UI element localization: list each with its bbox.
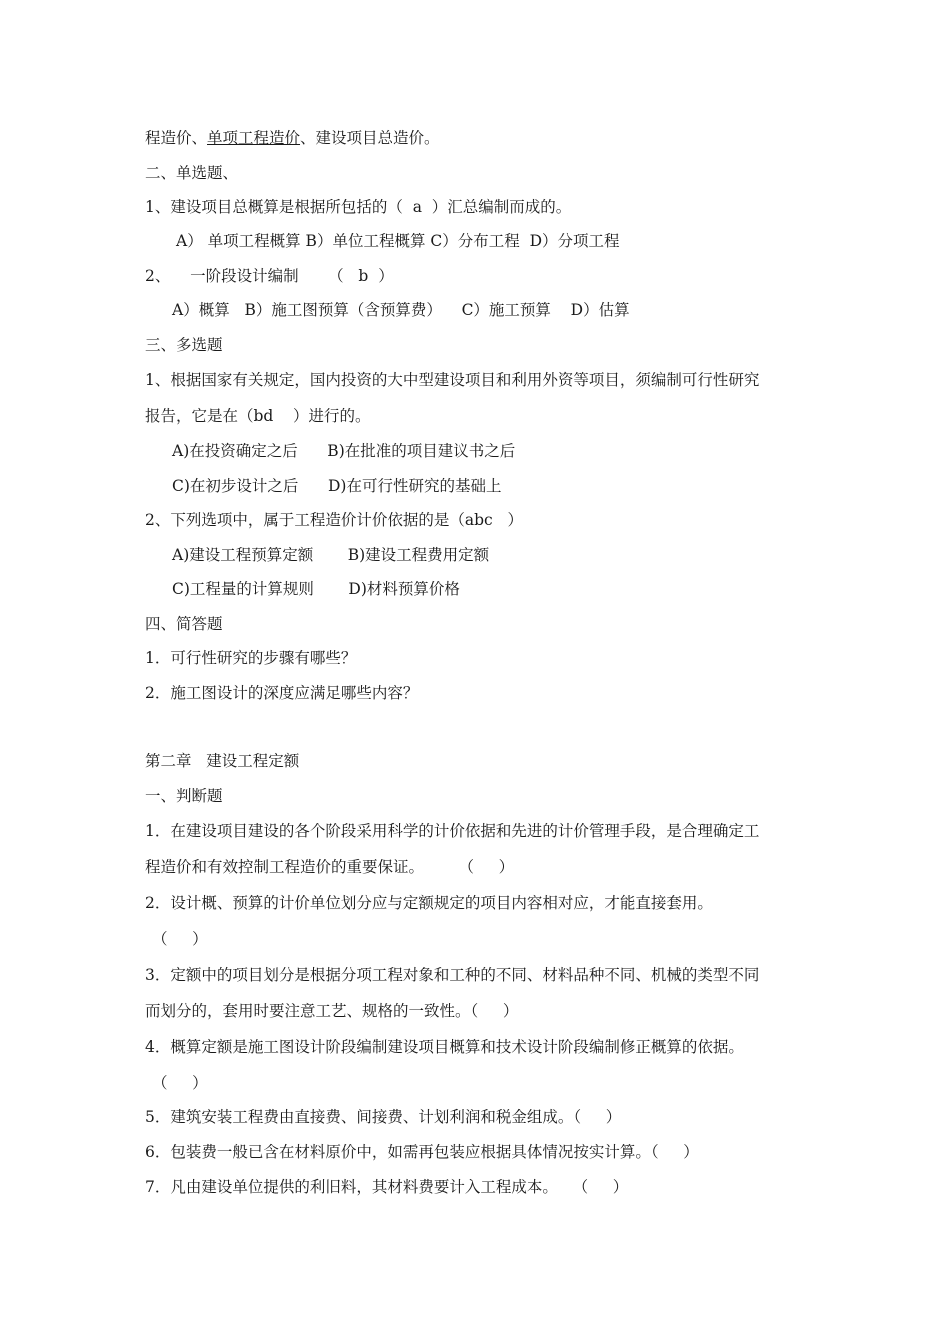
single-choice-q2-options: A）概算 B）施工图预算（含预算费） C）施工预算 D）估算	[172, 301, 630, 319]
short-answer-q1: 1．可行性研究的步骤有哪些？	[145, 649, 357, 667]
true-false-q3-line1: 3．定额中的项目划分是根据分项工程对象和工种的不同、材料品种不同、机械的类型不同	[145, 966, 760, 984]
multi-choice-q2: 2、下列选项中，属于工程造价计价依据的是（abc ）	[145, 511, 523, 529]
tail-text-a: 程造价、	[145, 129, 208, 147]
multi-choice-q1-line1: 1、根据国家有关规定，国内投资的大中型建设项目和利用外资等项目，须编制可行性研究	[145, 371, 760, 389]
chapter1-tail-line	[145, 128, 440, 148]
true-false-q2-line1: 2．设计概、预算的计价单位划分应与定额规定的项目内容相对应，才能直接套用。	[145, 894, 713, 912]
single-choice-q2: 2、 一阶段设计编制 （ b ）	[145, 267, 394, 285]
section-title-short-answer: 四、简答题	[145, 615, 223, 633]
true-false-q4-line2: （ ）	[152, 1074, 208, 1092]
multi-choice-q1-options-ab: A)在投资确定之后 B)在批准的项目建议书之后	[172, 442, 516, 460]
tail-text-b: 、建设项目总造价。	[300, 129, 440, 147]
multi-choice-q1-line2: 报告，它是在（bd ）进行的。	[145, 407, 371, 425]
multi-choice-q2-options-ab: A)建设工程预算定额 B)建设工程费用定额	[172, 546, 490, 564]
true-false-q6: 6．包装费一般已含在材料原价中，如需再包装应根据具体情况按实计算。（ ）	[145, 1143, 699, 1161]
short-answer-q2: 2．施工图设计的深度应满足哪些内容？	[145, 684, 419, 702]
multi-choice-q2-options-cd: C)工程量的计算规则 D)材料预算价格	[172, 580, 460, 598]
chapter2-title: 第二章 建设工程定额	[145, 752, 300, 770]
true-false-q1-line2: 程造价和有效控制工程造价的重要保证。 （ ）	[145, 858, 515, 876]
true-false-q3-line2: 而划分的，套用时要注意工艺、规格的一致性。（ ）	[145, 1002, 519, 1020]
true-false-q1-line1: 1．在建设项目建设的各个阶段采用科学的计价依据和先进的计价管理手段，是合理确定工	[145, 822, 760, 840]
true-false-q5: 5．建筑安装工程费由直接费、间接费、计划利润和税金组成。（ ）	[145, 1108, 622, 1126]
true-false-q4-line1: 4．概算定额是施工图设计阶段编制建设项目概算和技术设计阶段编制修正概算的依据。	[145, 1038, 744, 1056]
section-title-true-false: 一、判断题	[145, 787, 223, 805]
single-choice-q1-options: A） 单项工程概算 B）单位工程概算 C）分布工程 D）分项工程	[176, 232, 620, 250]
underlined-term: 单项工程造价	[207, 129, 301, 147]
section-title-multi-choice: 三、多选题	[145, 336, 223, 354]
true-false-q2-line2: （ ）	[152, 930, 208, 948]
true-false-q7: 7．凡由建设单位提供的利旧料，其材料费要计入工程成本。 （ ）	[145, 1178, 629, 1196]
single-choice-q1: 1、建设项目总概算是根据所包括的（ a ）汇总编制而成的。	[145, 198, 572, 216]
section-title-single-choice: 二、单选题、	[145, 164, 239, 182]
multi-choice-q1-options-cd: C)在初步设计之后 D)在可行性研究的基础上	[172, 477, 502, 495]
